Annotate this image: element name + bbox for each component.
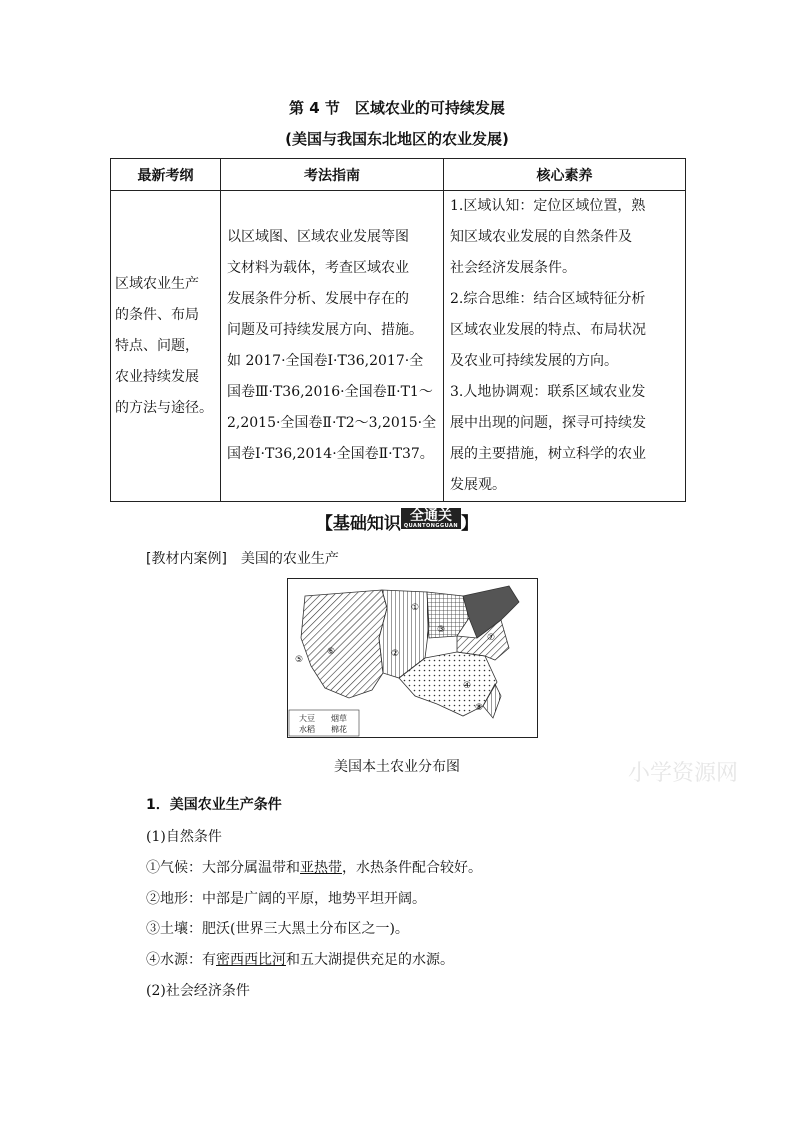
item-climate: ①气候：大部分属温带和亚热带，水热条件配合较好。	[146, 860, 482, 876]
map-label-7: ⑦	[487, 633, 496, 643]
legend-tobacco: 烟草	[331, 714, 347, 723]
map-label-5: ⑤	[295, 655, 304, 665]
item-terrain: ②地形：中部是广阔的平原，地势平坦开阔。	[146, 891, 426, 907]
outline-cell: 区域农业生产 的条件、布局 特点、问题， 农业持续发展 的方法与途径。	[111, 191, 221, 502]
heading-natural: (1)自然条件	[146, 829, 222, 845]
map-label-4: ④	[463, 681, 472, 691]
case-label: [教材内案例] 美国的农业生产	[146, 551, 339, 567]
col-header-guide: 考法指南	[221, 159, 444, 191]
watermark: 小学资源网	[628, 761, 739, 786]
section-subtitle: (美国与我国东北地区的农业发展)	[285, 130, 509, 148]
heading-social: (2)社会经济条件	[146, 983, 250, 999]
legend-rice: 水稻	[299, 725, 315, 734]
map-label-2: ②	[391, 649, 400, 659]
col-header-literacy: 核心素养	[444, 159, 686, 191]
item-soil: ③土壤：肥沃(世界三大黑土分布区之一)。	[146, 921, 409, 937]
figure-caption: 美国本土农业分布图	[334, 759, 460, 775]
us-agriculture-map	[287, 578, 538, 738]
map-label-6: ⑥	[327, 647, 336, 657]
legend-soybean: 大豆	[299, 714, 315, 723]
col-header-outline: 最新考纲	[111, 159, 221, 191]
section-banner: 【基础知识 全通关 QUANTONGGUAN 】	[315, 508, 479, 534]
item-water: ④水源：有密西西比河和五大湖提供充足的水源。	[146, 952, 454, 968]
map-legend	[289, 710, 359, 736]
guide-cell: 以区域图、区域农业发展等图 文材料为载体，考查区域农业 发展条件分析、发展中存在的 问题及可持续发展方向、措施。 如 2017·全国卷Ⅰ·T36,2017·全 国卷Ⅲ·T36,2016·全国卷Ⅱ·T1～ 2,2015·全国卷Ⅱ·T2～3,2015·全 国卷Ⅰ·T36,2014·全国卷Ⅱ·T37。	[221, 191, 444, 502]
heading-conditions: 1．美国农业生产条件	[146, 797, 282, 813]
literacy-cell: 1.区域认知：定位区域位置，熟 知区域农业发展的自然条件及 社会经济发展条件。 2.综合思维：结合区域特征分析 区域农业发展的特点、布局状况 及农业可持续发展的方向。 3.人地协调观：联系区域农业发 展中出现的问题，探寻可持续发 展的主要措施，树立科学的农业 发展观。	[444, 191, 686, 502]
map-label-1: ①	[411, 603, 420, 613]
banner-stamp: 全通关 QUANTONGGUAN	[401, 508, 461, 529]
map-label-3: ③	[437, 625, 446, 635]
syllabus-table	[110, 158, 686, 502]
section-title: 第 4 节 区域农业的可持续发展	[289, 99, 505, 117]
map-label-8: ⑧	[475, 703, 484, 713]
legend-cotton: 棉花	[331, 725, 347, 734]
